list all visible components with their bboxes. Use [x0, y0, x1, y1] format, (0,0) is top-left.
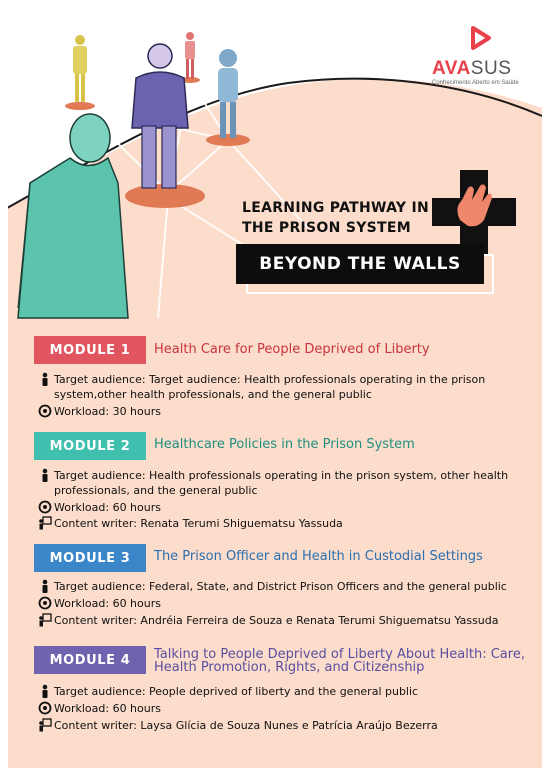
clock-icon — [38, 404, 52, 418]
writer-at-board-icon — [38, 613, 52, 627]
audience-row — [38, 468, 534, 498]
clock-icon — [38, 500, 52, 514]
writer-text: Content writer: Laysa Glícia de Souza Nunes e Patrícia Araújo Bezerra — [54, 719, 438, 732]
audience-row — [38, 372, 534, 402]
module-title: The Prison Officer and Health in Custodial Settings — [154, 549, 483, 564]
workload-row — [38, 701, 534, 716]
pathway-title: LEARNING PATHWAY IN THE PRISON SYSTEM — [242, 200, 430, 236]
writer-at-board-icon — [38, 718, 52, 732]
audience-text: Target audience: Target audience: Health professionals operating in the prison system,other health professionals, and the general public — [54, 373, 486, 401]
module-badge: MODULE 3 — [34, 544, 146, 572]
woman-figure — [218, 49, 238, 138]
workload-text: Workload: 30 hours — [54, 405, 161, 418]
module-title: Talking to People Deprived of Liberty About Health: Care, Health Promotion, Rights, and Citizenship — [154, 647, 525, 675]
logo-tagline: Conhecimento Aberto em Saúde — [432, 80, 519, 86]
clock-icon — [38, 701, 52, 715]
writer-row — [38, 613, 534, 628]
writer-row — [38, 718, 534, 733]
writer-text: Content writer: Andréia Ferreira de Souza e Renata Terumi Shiguematsu Yassuda — [54, 614, 499, 627]
audience-row — [38, 684, 534, 699]
medical-cross-with-hand-icon — [432, 170, 516, 254]
subtitle-banner: BEYOND THE WALLS — [236, 244, 484, 284]
workload-row — [38, 596, 534, 611]
workload-text: Workload: 60 hours — [54, 501, 161, 514]
clock-icon — [38, 596, 52, 610]
writer-at-board-icon — [38, 516, 52, 530]
audience-text: Target audience: Health professionals operating in the prison system, other health professionals, and the general public — [54, 469, 509, 497]
module-badge: MODULE 2 — [34, 432, 146, 460]
module-badge: MODULE 4 — [34, 646, 146, 674]
writer-text: Content writer: Renata Terumi Shiguematsu Yassuda — [54, 517, 343, 530]
person-icon — [38, 468, 52, 482]
workload-text: Workload: 60 hours — [54, 597, 161, 610]
person-icon — [38, 372, 52, 386]
module-title: Healthcare Policies in the Prison System — [154, 437, 415, 452]
audience-text: Target audience: People deprived of liberty and the general public — [54, 685, 419, 698]
module-title: Health Care for People Deprived of Liberty — [154, 342, 430, 357]
person-icon — [38, 684, 52, 698]
workload-row — [38, 404, 534, 419]
writer-row — [38, 516, 534, 531]
audience-text: Target audience: Federal, State, and District Prison Officers and the general public — [54, 580, 507, 593]
avasus-logo: AVASUS — [432, 58, 512, 79]
poster — [8, 8, 542, 768]
person-icon — [38, 579, 52, 593]
workload-text: Workload: 60 hours — [54, 702, 161, 715]
module-badge: MODULE 1 — [34, 336, 146, 364]
workload-row — [38, 500, 534, 515]
audience-row — [38, 579, 534, 594]
